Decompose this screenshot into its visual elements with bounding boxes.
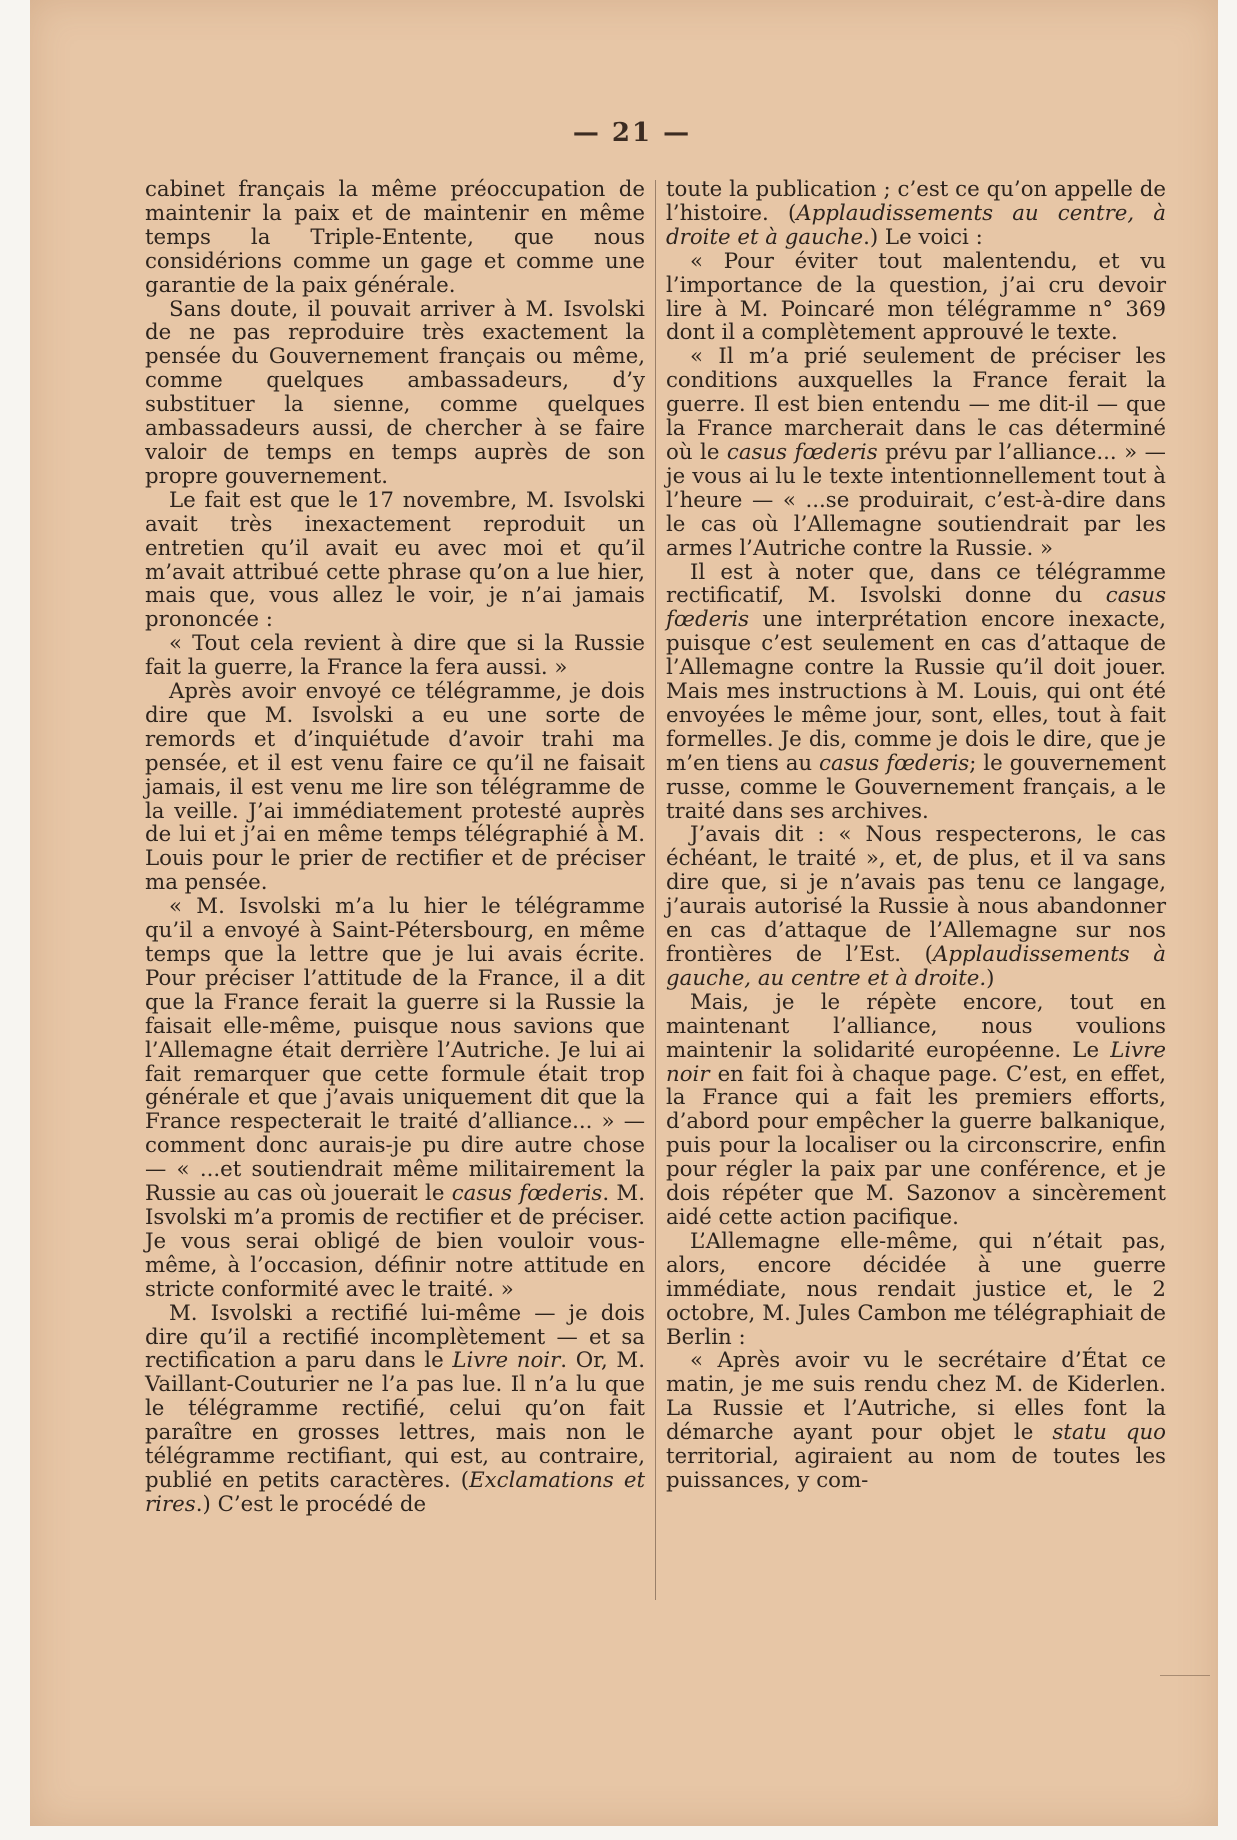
paragraph: toute la publication ; c’est ce qu’on appelle de l’histoire. (Applaudissements au centre, à droite et à gauche.) Le voici : bbox=[666, 177, 1166, 250]
paragraph: « Pour éviter tout malentendu, et vu l’importance de la question, j’ai cru devoir lire à M. Poincaré mon télégramme n° 369 dont il a complètement approuvé le texte. bbox=[666, 248, 1166, 346]
paragraph: L’Allemagne elle-même, qui n’était pas, alors, encore décidée à une guerre immédiate, nous rendait justice et, le 2 octobre, M. Jules Cambon me télégraphiait de Berlin : bbox=[666, 1228, 1166, 1350]
paragraph: Le fait est que le 17 novembre, M. Isvolski avait très inexactement reproduit un entretien qu’il avait eu avec moi et qu’il m’avait attribué cette phrase qu’on a lue hier, mais que, vous allez le voir, je n’ai jamais prononcée : bbox=[145, 487, 645, 633]
paragraph: M. Isvolski a rectifié lui-même — je dois dire qu’il a rectifié incomplètement — et sa rectification a paru dans le Livre noir. Or, M. Vaillant-Couturier ne l’a pas lue. Il n’a lu que le télégramme rectifié, celui qu’on fait paraître en grosses lettres, mais non le télégramme rectifiant, qui est, au contraire, publié en petits caractères. (Exclamations et rires.) C’est le procédé de bbox=[145, 1300, 645, 1517]
page-number: — 21 — bbox=[572, 118, 692, 148]
paragraph: J’avais dit : « Nous respecterons, le cas échéant, le traité », et, de plus, et il va sans dire que, si je n’avais pas tenu ce langage, j’aurais autorisé la Russie à nous abandonner en cas d’attaque de l’Allemagne sur nos frontières de l’Est. (Applaudissements à gauche, au centre et à droite.) bbox=[666, 822, 1167, 991]
right-column bbox=[666, 178, 1166, 1493]
paragraph: cabinet français la même préoccupation de maintenir la paix et de maintenir en même temps la Triple-Entente, que nous considérions comme un gage et comme une garantie de la paix générale. bbox=[145, 177, 645, 298]
paragraph: « M. Isvolski m’a lu hier le télégramme qu’il a envoyé à Saint-Pétersbourg, en même temps que la lettre que je lui avais écrite. Pour préciser l’attitude de la France, il a dit que la France ferait la guerre si la Russie la faisait elle-même, puisque nous savions que l’Allemagne était derrière l’Autriche. Je lui ai fait remarquer que cette formule était trop générale et que j’avais uniquement dit que la France respecterait le traité d’alliance... » — comment donc aurais-je pu dire autre chose — « ...et soutiendrait même militairement la Russie au cas où jouerait le casus fœderis. M. Isvolski m’a promis de rectifier et de préciser. Je vous serai obligé de bien vouloir vous-même, à l’occasion, définir notre attitude en stricte conformité avec le traité. » bbox=[145, 894, 645, 1302]
left-column bbox=[145, 178, 645, 1517]
paragraph: Il est à noter que, dans ce télégramme rectificatif, M. Isvolski donne du casus fœderis une interprétation encore inexacte, puisque c’est seulement en cas d’attaque de l’Allemagne contre la Russie qu’il doit jouer. Mais mes instructions à M. Louis, qui ont été envoyées le même jour, sont, elles, tout à fait formelles. Je dis, comme je dois le dire, que je m’en tiens au casus fœderis; le gouvernement russe, comme le Gouvernement français, a le traité dans ses archives. bbox=[666, 559, 1166, 824]
paragraph: Après avoir envoyé ce télégramme, je dois dire que M. Isvolski a eu une sorte de remords et d’inquiétude d’avoir trahi ma pensée, et il est venu faire ce qu’il ne faisait jamais, il est venu me lire son télégramme de la veille. J’ai immédiatement protesté auprès de lui et j’ai en même temps télégraphié à M. Louis pour le prier de rectifier et de préciser ma pensée. bbox=[145, 679, 645, 896]
paragraph: « Tout cela revient à dire que si la Russie fait la guerre, la France la fera aussi. » bbox=[145, 631, 645, 681]
column-divider bbox=[655, 180, 656, 1600]
paragraph: « Il m’a prié seulement de préciser les conditions auxquelles la France ferait la guerre. Il est bien entendu — me dit-il — que la France marcherait dans le cas déterminé où le casus fœderis prévu par l’alliance... » — je vous ai lu le texte intentionnellement tout à l’heure — « ...se produirait, c’est-à-dire dans le cas où l’Allemagne soutiendrait par les armes l’Autriche contre la Russie. » bbox=[666, 344, 1166, 561]
paragraph: « Après avoir vu le secrétaire d’État ce matin, je me suis rendu chez M. de Kiderlen. La Russie et l’Autriche, si elles font la démarche ayant pour objet le statu quo territorial, agiraient au nom de toutes les puissances, y com- bbox=[666, 1348, 1166, 1493]
paragraph: Mais, je le répète encore, tout en maintenant l’alliance, nous voulions maintenir la solidarité européenne. Le Livre noir en fait foi à chaque page. C’est, en effet, la France qui a fait les premiers efforts, d’abord pour empêcher la guerre balkanique, puis pour la localiser ou la circonscrire, enfin pour régler la paix par une conférence, et je dois répéter que M. Sazonov a sincèrement aidé cette action pacifique. bbox=[666, 989, 1166, 1230]
fold-mark bbox=[1160, 1675, 1210, 1676]
paragraph: Sans doute, il pouvait arriver à M. Isvolski de ne pas reproduire très exactement la pensée du Gouvernement français ou même, comme quelques ambassadeurs, d’y substituer la sienne, comme quelques ambassadeurs aussi, de chercher à se faire valoir de temps en temps auprès de son propre gouvernement. bbox=[145, 296, 645, 489]
